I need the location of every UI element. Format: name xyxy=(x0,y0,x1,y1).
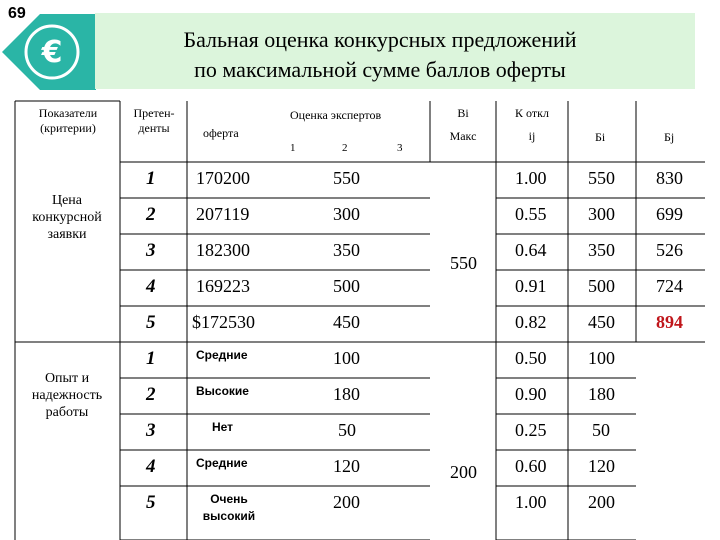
criterion-price-label: Цена конкурсной заявки xyxy=(32,193,102,242)
group2-max-score: 200 xyxy=(450,462,477,482)
slide-number: 69 xyxy=(8,5,26,22)
expert-2-header: 2 xyxy=(342,142,348,154)
title-line-1: Бальная оценка конкурсных предложений xyxy=(183,27,577,52)
criteria-header: Показатели (критерии) xyxy=(38,106,98,135)
expert-1-header: 1 xyxy=(290,142,296,154)
offer-header: оферта xyxy=(203,126,239,140)
title-line-2: по максимальной сумме баллов оферты xyxy=(194,57,566,82)
bj-header: Бj xyxy=(664,130,675,144)
bidders-header: Претен- денты xyxy=(133,106,175,135)
criterion-experience-label: Опыт и надежность работы xyxy=(31,371,103,420)
group1-max-score: 550 xyxy=(450,253,477,273)
euro-sign-icon: € xyxy=(41,35,63,70)
expert-3-header: 3 xyxy=(397,142,403,154)
highlight-max-bj: 894 xyxy=(656,312,683,332)
bi-header: Бi xyxy=(595,130,606,144)
bi-max-header: Bi Макс xyxy=(449,106,477,143)
k-otkl-header: К откл ij xyxy=(515,106,549,143)
experts-header: Оценка экспертов xyxy=(290,108,382,122)
